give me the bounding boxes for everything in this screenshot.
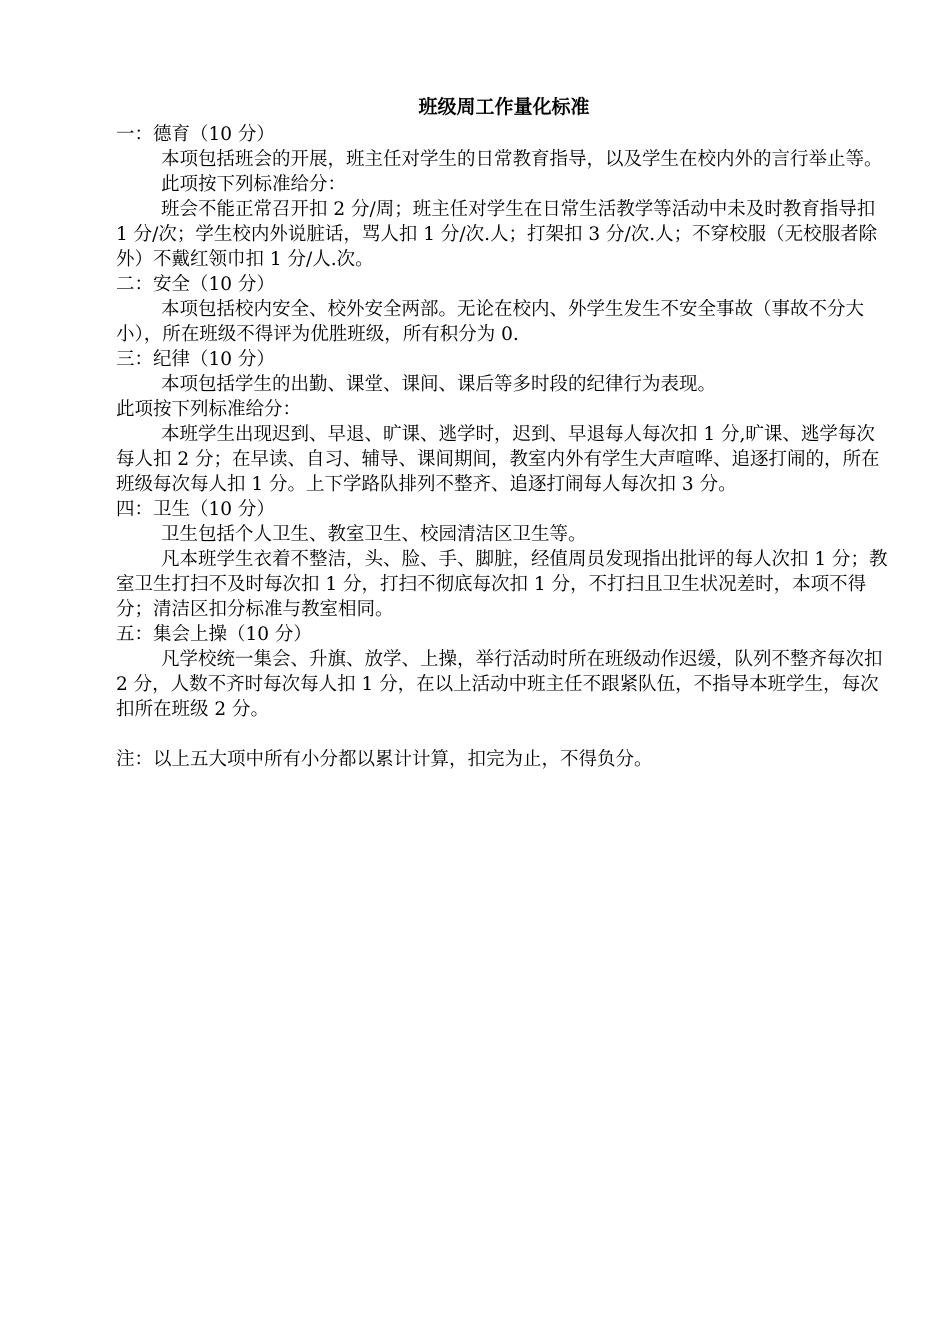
section-heading-moral: 一：德育（10 分）	[116, 124, 275, 145]
section-paragraph: 本项包括学生的出勤、课堂、课间、课后等多时段的纪律行为表现。	[161, 374, 717, 395]
section-heading-hygiene: 四：卫生（10 分）	[116, 499, 275, 520]
document-title: 班级周工作量化标准	[418, 96, 590, 118]
section-criteria-line: 此项按下列标准给分：	[116, 399, 302, 420]
section-paragraph: 凡学校统一集会、升旗、放学、上操，举行活动时所在班级动作迟缓，队列不整齐每次扣 2 分，人数不齐时每次每人扣 1 分，在以上活动中班主任不跟紧队伍，不指导本班学生，每次扣所在班级 2 分。	[116, 649, 883, 720]
section-paragraph: 本项包括校内安全、校外安全两部。无论在校内、外学生发生不安全事故（事故不分大小），所在班级不得评为优胜班级，所有积分为 0.	[116, 299, 865, 345]
section-paragraph: 此项按下列标准给分：	[161, 174, 347, 195]
document-note: 注：以上五大项中所有小分都以累计计算，扣完为止，不得负分。	[116, 749, 653, 770]
section-paragraph: 本项包括班会的开展，班主任对学生的日常教育指导，以及学生在校内外的言行举止等。	[161, 149, 883, 170]
section-paragraph: 班会不能正常召开扣 2 分/周；班主任对学生在日常生活教学等活动中未及时教育指导扣 1 分/次；学生校内外说脏话，骂人扣 1 分/次.人；打架扣 3 分/次.人；不穿校服（无校服者除外）不戴红领巾扣 1 分/人.次。	[116, 199, 878, 270]
section-paragraph: 凡本班学生衣着不整洁，头、脸、手、脚脏，经值周员发现指出批评的每人次扣 1 分；教室卫生打扫不及时每次扣 1 分，打扫不彻底每次扣 1 分，不打扫且卫生状况差时，本项不得分；清洁区扣分标准与教室相同。	[116, 549, 888, 620]
section-heading-discipline: 三：纪律（10 分）	[116, 349, 275, 370]
section-heading-assembly: 五：集会上操（10 分）	[116, 624, 312, 645]
section-paragraph: 本班学生出现迟到、早退、旷课、逃学时，迟到、早退每人每次扣 1 分,旷课、逃学每次每人扣 2 分；在早读、自习、辅导、课间期间，教室内外有学生大声喧哗、追逐打闹的，所在班级每次每人扣 1 分。上下学路队排列不整齐、追逐打闹每人每次扣 3 分。	[116, 424, 880, 495]
section-heading-safety: 二：安全（10 分）	[116, 274, 275, 295]
section-paragraph: 卫生包括个人卫生、教室卫生、校园清洁区卫生等。	[161, 524, 587, 545]
document-body	[116, 92, 892, 772]
paragraph-spacer	[116, 722, 892, 747]
